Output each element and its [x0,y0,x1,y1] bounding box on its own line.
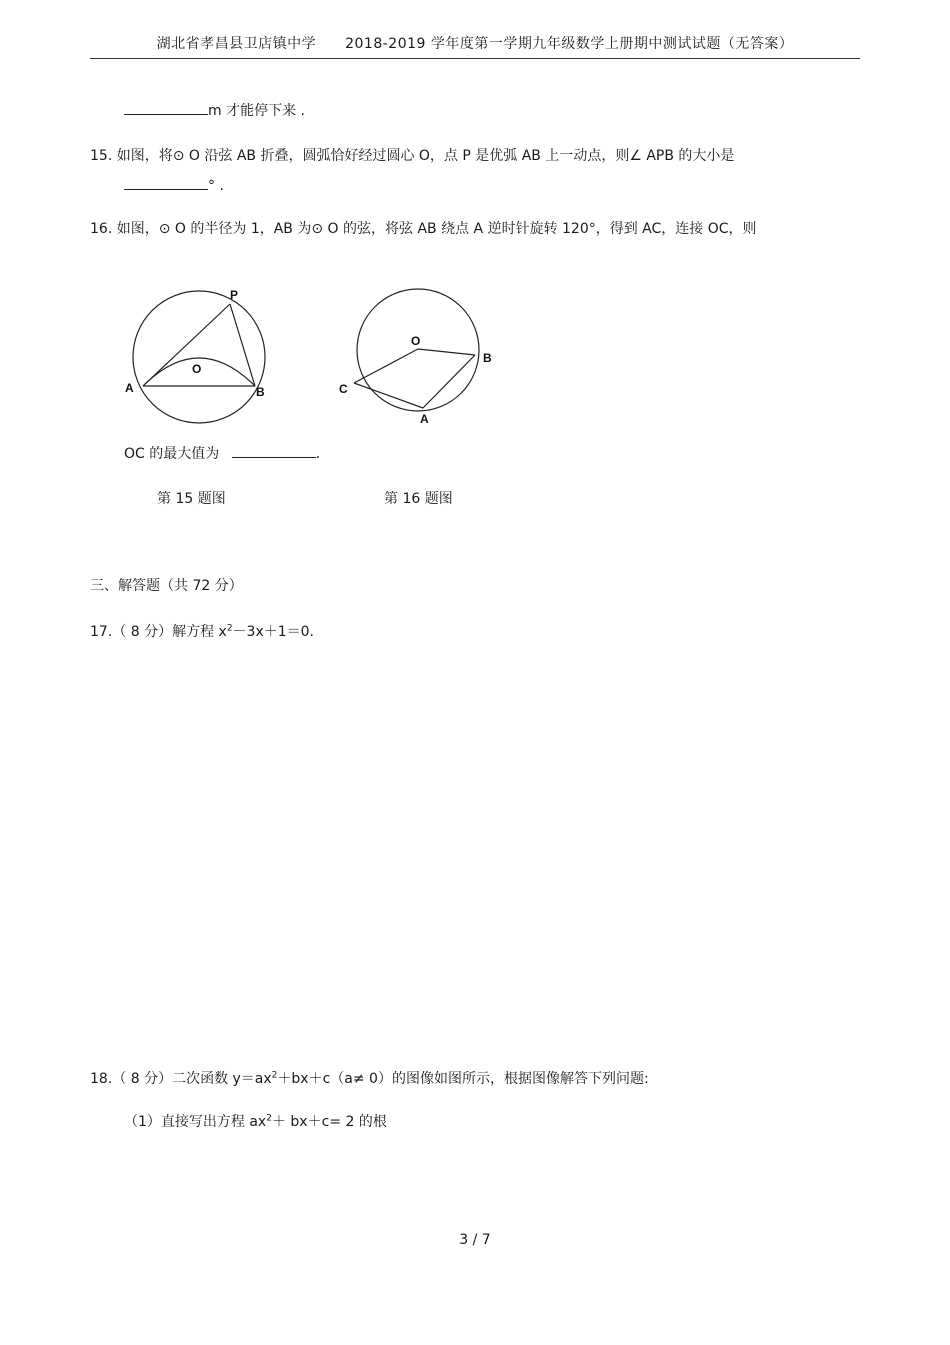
figure-15-caption: 第 15 题图 [157,491,226,507]
label-b: B [256,385,265,399]
question-15: 15. 如图，将⊙ O 沿弦 AB 折叠，圆弧恰好经过圆心 O，点 P 是优弧 AB 上一动点，则∠ APB 的大小是 [90,148,735,164]
page-number: 3 / 7 [459,1232,491,1248]
segment-ab [423,355,475,408]
figure-15-diagram [110,280,290,430]
question-15-tail: ° . [124,175,224,194]
label-a: A [420,412,429,426]
label-c: C [339,382,348,396]
question-18-part-1: （1）直接写出方程 $ax^2+ bx+c= 2$ 的根 [124,1113,387,1130]
section-3-title: 三、解答题（共 72 分） [90,578,243,594]
label-a: A [125,381,134,395]
label-b: B [483,351,492,365]
question-14-tail: m 才能停下来 . [124,100,305,120]
header-rule [90,58,860,59]
label-o: O [192,362,202,376]
segment-ob [418,349,475,355]
question-16: 16. 如图，⊙ O 的半径为 1，AB 为⊙ O 的弦，将弦 AB 绕点 A 逆时针旋转 120°，得到 AC，连接 OC，则 [90,221,757,237]
segment-ap [143,304,230,386]
label-o: O [411,334,421,348]
circle-o [133,291,265,423]
answer-blank [124,175,208,190]
answer-blank [124,100,208,115]
question-17: 17.（ 8 分）解方程 $x^2-3x+1=0$. [90,623,315,640]
segment-ca [354,383,423,408]
figure-16-diagram [330,280,510,430]
question-16-tail: OC 的最大值为 . [124,443,320,463]
label-p: P [230,288,239,302]
circle-o [357,289,479,411]
question-18: 18.（ 8 分）二次函数 $y=ax^2+bx+c(a\ne 0)$的图像如图所示，根据图像解答下列问题: [90,1070,649,1087]
figure-16-caption: 第 16 题图 [384,491,453,507]
answer-blank [232,443,316,458]
page-header: 湖北省孝昌县卫店镇中学 2018-2019 学年度第一学期九年级数学上册期中测试试题（无答案） [156,36,794,52]
segment-oc [354,349,418,383]
